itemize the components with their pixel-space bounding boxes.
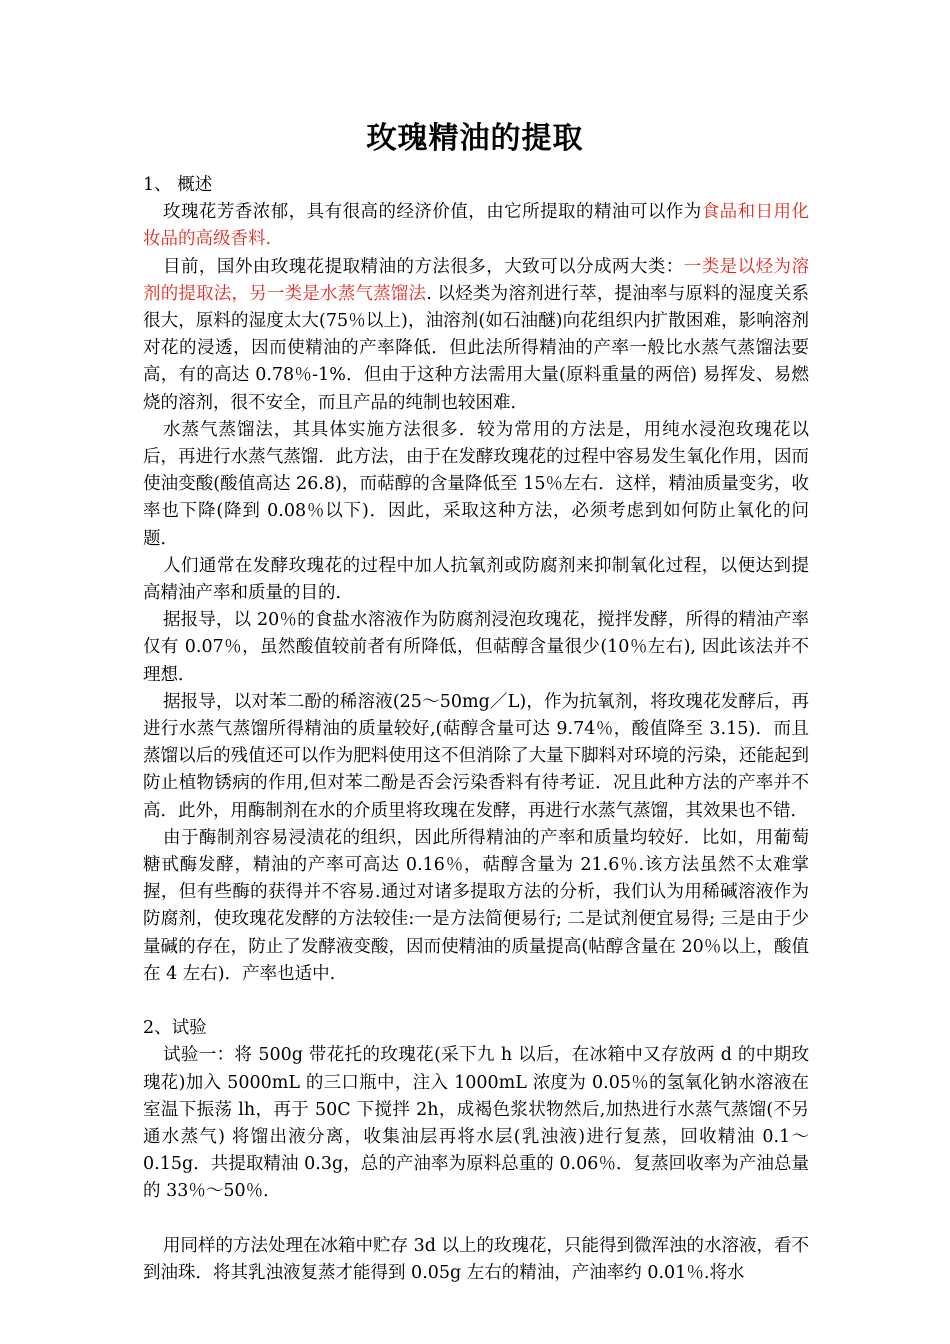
paragraph: 水蒸气蒸馏法，其具体实施方法很多．较为常用的方法是，用纯水浸泡玫瑰花以后，再进行水蒸气蒸馏．此方法，由于在发酵玫瑰花的过程中容易发生氧化作用，因而使油变酸(酸值高达 26.8)，而萜醇的含量降低至 15％左右．这样，精油质量变劣，收率也下降(降到 0.08％以下)．因此，采取这种方法，必须考虑到如何防止氧化的问题． bbox=[143, 419, 809, 549]
document-title: 玫瑰精油的提取 bbox=[366, 121, 584, 156]
paragraph: 试验一：将 500g 带花托的玫瑰花(采下九 h 以后，在冰箱中又存放两 d 的中期玫瑰花)加入 5000mL 的三口瓶中，注入 1000mL 浓度为 0.05％的氢氧化钠水溶液在室温下振荡 lh，再于 50C 下搅拌 2h，成褐色浆状物然后,加热进行水蒸气蒸馏(不另通水蒸气) 将馏出液分离，收集油层再将水层(乳浊液)进行复蒸，回收精油 0.1～0.15g．共提取精油 0.3g，总的产油率为原料总重的 0.06％．复蒸回收率为产油总量的 33％～50％． bbox=[143, 1045, 809, 1202]
paragraph-text: . 以烃类为溶剂进行萃，提油率与原料的湿度关系很大，原料的湿度太大(75％以上)，油溶剂(如石油醚)向花组织内扩散困难，影响溶剂对花的浸透，因而使精油的产率降低．但此法所得精油的产率一般比水蒸气蒸馏法要高，有的高达 0.78％-1%．但由于这种方法需用大量(原料重量的两倍) 易挥发、易燃烧的溶剂，很不安全，而且产品的纯制也较困难． bbox=[143, 283, 810, 413]
paragraph: 人们通常在发酵玫瑰花的过程中加人抗氧剂或防腐剂来抑制氧化过程，以便达到提高精油产率和质量的目的． bbox=[143, 555, 809, 604]
section-heading-overview: 1、 概述 bbox=[143, 175, 213, 195]
paragraph: 据报导，以对苯二酚的稀溶液(25～50mg／L)，作为抗氧剂，将玫瑰花发酵后，再进行水蒸气蒸馏所得精油的质量较好,(萜醇含量可达 9.74％，酸值降至 3.15)．而且蒸馏以后的残值还可以作为肥料使用这不但消除了大量下脚料对环境的污染，还能起到防止植物锈病的作用,但对苯二酚是否会污染香料有待考证．况且此种方法的产率并不高．此外，用酶制剂在水的介质里将玫瑰在发酵，再进行水蒸气蒸馏，其效果也不错． bbox=[143, 691, 809, 821]
paragraph: 据报导，以 20％的食盐水溶液作为防腐剂浸泡玫瑰花，搅拌发酵，所得的精油产率仅有 0.07％，虽然酸值较前者有所降低，但萜醇含量很少(10％左右), 因此该法并不理想． bbox=[143, 610, 809, 685]
paragraph-text: 玫瑰花芳香浓郁，具有很高的经济价值，由它所提取的精油可以作为 bbox=[163, 202, 702, 223]
paragraph: 用同样的方法处理在冰箱中贮存 3d 以上的玫瑰花，只能得到微浑浊的水溶液，看不到油珠．将其乳浊液复蒸才能得到 0.05g 左右的精油，产油率约 0.01％.将水 bbox=[143, 1235, 809, 1283]
document-body bbox=[143, 172, 809, 1287]
highlighted-text: 一类是以烃为溶剂的提取法，另一类是水蒸气蒸馏法 bbox=[143, 256, 810, 304]
paragraph-text: 目前，国外由玫瑰花提取精油的方法很多，大致可以分成两大类： bbox=[163, 256, 684, 277]
spacer bbox=[143, 988, 809, 1015]
paragraph bbox=[143, 199, 809, 253]
paragraph bbox=[143, 254, 809, 417]
paragraph: 由于酶制剂容易浸渍花的组织，因此所得精油的产率和质量均较好．比如，用葡萄糖甙酶发酵，精油的产率可高达 0.16％，萜醇含量为 21.6％.该方法虽然不太难掌握，但有些酶的获得并不容易.通过对诸多提取方法的分析，我们认为用稀碱溶液作为防腐剂，使玫瑰花发酵的方法较佳:一是方法简便易行; 二是试剂便宜易得; 三是由于少量碱的存在，防止了发酵液变酸，因而使精油的质量提高(帖醇含量在 20％以上，酸值在 4 左右)．产率也适中. bbox=[143, 827, 809, 984]
section-heading-experiment: 2、试验 bbox=[143, 1018, 207, 1039]
paragraph-text: . bbox=[265, 229, 272, 250]
spacer bbox=[143, 1206, 809, 1233]
highlighted-text: 食品和日用化妆品的高级香料 bbox=[143, 202, 810, 250]
